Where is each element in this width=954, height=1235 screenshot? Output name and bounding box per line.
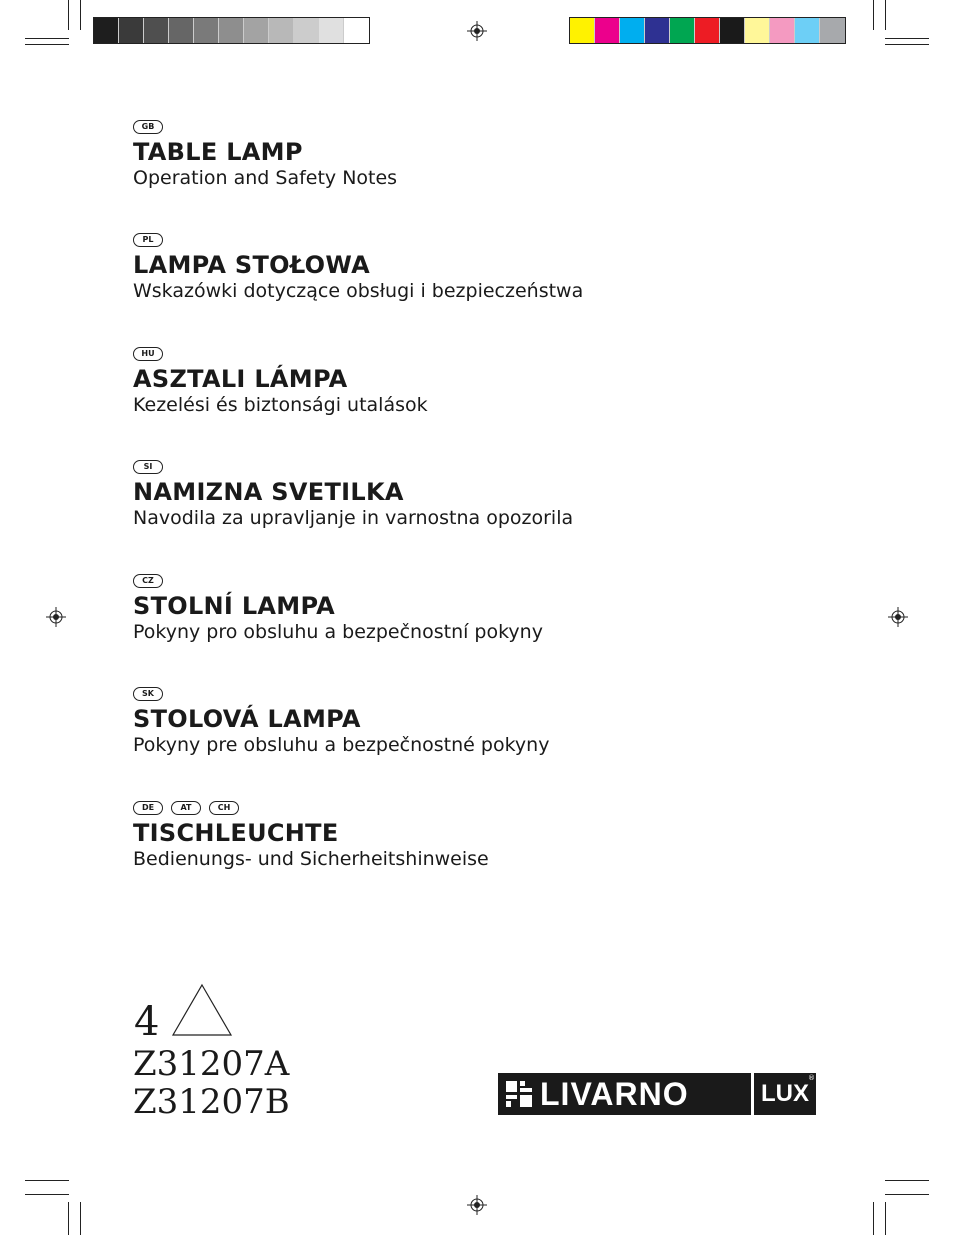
section-subtitle: Kezelési és biztonsági utalások <box>133 394 428 416</box>
crop-mark <box>885 38 929 39</box>
color-swatch <box>745 18 770 43</box>
crop-mark <box>80 0 81 30</box>
language-badge: HU <box>133 347 163 361</box>
language-section <box>133 574 543 644</box>
language-section <box>133 120 397 190</box>
language-section <box>133 233 583 303</box>
language-badge: DE <box>133 801 163 815</box>
gray-color-strip <box>93 17 370 44</box>
language-badge: PL <box>133 233 163 247</box>
section-title: TISCHLEUCHTE <box>133 819 339 847</box>
color-swatch <box>795 18 820 43</box>
color-swatch <box>144 18 169 43</box>
crop-mark <box>68 0 69 30</box>
language-badges <box>133 801 489 815</box>
crop-mark <box>68 1202 69 1235</box>
color-swatch <box>269 18 294 43</box>
color-swatch <box>720 18 745 43</box>
logo-squares-icon <box>506 1081 532 1107</box>
color-swatch <box>94 18 119 43</box>
section-title: LAMPA STOŁOWA <box>133 251 370 279</box>
language-badge: GB <box>133 120 163 134</box>
crop-mark <box>25 38 69 39</box>
logo-sub-text: LUX <box>761 1080 809 1107</box>
crop-mark <box>885 1180 929 1181</box>
language-section <box>133 687 549 757</box>
color-swatch <box>695 18 720 43</box>
language-badge: SI <box>133 460 163 474</box>
language-section <box>133 347 428 417</box>
section-title: NAMIZNA SVETILKA <box>133 478 404 506</box>
process-color-strip <box>569 17 846 44</box>
language-section <box>133 801 489 871</box>
section-subtitle: Wskazówki dotyczące obsługi i bezpieczeństwa <box>133 280 584 302</box>
language-badge: CH <box>209 801 239 815</box>
section-title: TABLE LAMP <box>133 138 303 166</box>
triangle-icon <box>171 983 233 1037</box>
language-badges <box>133 233 583 247</box>
language-badge: CZ <box>133 574 163 588</box>
logo-brand-text: LIVARNO <box>540 1075 689 1112</box>
color-swatch <box>319 18 344 43</box>
crop-mark <box>25 1194 69 1195</box>
color-swatch <box>620 18 645 43</box>
page-number: 4 <box>134 999 160 1045</box>
language-badges <box>133 574 543 588</box>
crop-mark <box>885 44 929 45</box>
logo-main-block <box>498 1073 751 1115</box>
language-section <box>133 460 573 530</box>
color-swatch <box>244 18 269 43</box>
color-swatch <box>119 18 144 43</box>
section-title: ASZTALI LÁMPA <box>133 365 348 393</box>
section-subtitle: Pokyny pre obsluhu a bezpečnostné pokyny <box>133 734 550 756</box>
color-swatch <box>194 18 219 43</box>
registration-mark-icon <box>888 607 908 627</box>
section-subtitle: Navodila za upravljanje in varnostna opozorila <box>133 507 574 529</box>
section-title: STOLNÍ LAMPA <box>133 592 336 620</box>
model-number: Z31207A <box>133 1044 290 1084</box>
crop-mark <box>25 44 69 45</box>
language-badges <box>133 460 573 474</box>
section-title: STOLOVÁ LAMPA <box>133 705 361 733</box>
crop-mark <box>885 0 886 30</box>
registration-mark-icon <box>467 1195 487 1215</box>
crop-mark <box>25 1180 69 1181</box>
color-swatch <box>294 18 319 43</box>
color-swatch <box>219 18 244 43</box>
language-badges <box>133 347 428 361</box>
color-swatch <box>595 18 620 43</box>
color-swatch <box>570 18 595 43</box>
color-swatch <box>169 18 194 43</box>
section-subtitle: Operation and Safety Notes <box>133 167 398 189</box>
crop-mark <box>80 1202 81 1235</box>
crop-mark <box>873 0 874 30</box>
color-swatch <box>770 18 795 43</box>
registered-mark: ® <box>808 1074 815 1082</box>
language-badge: AT <box>171 801 201 815</box>
model-number: Z31207B <box>133 1082 290 1122</box>
registration-mark-icon <box>46 607 66 627</box>
crop-mark <box>885 1194 929 1195</box>
crop-mark <box>873 1202 874 1235</box>
crop-mark <box>885 1202 886 1235</box>
color-swatch <box>820 18 845 43</box>
color-swatch <box>645 18 670 43</box>
section-subtitle: Pokyny pro obsluhu a bezpečnostní pokyny <box>133 621 543 643</box>
color-swatch <box>670 18 695 43</box>
color-swatch <box>344 18 369 43</box>
language-badges <box>133 687 549 701</box>
language-badge: SK <box>133 687 163 701</box>
brand-logo <box>498 1073 820 1115</box>
section-subtitle: Bedienungs- und Sicherheitshinweise <box>133 848 489 870</box>
logo-lux-block <box>754 1073 816 1115</box>
registration-mark-icon <box>467 21 487 41</box>
language-badges <box>133 120 397 134</box>
